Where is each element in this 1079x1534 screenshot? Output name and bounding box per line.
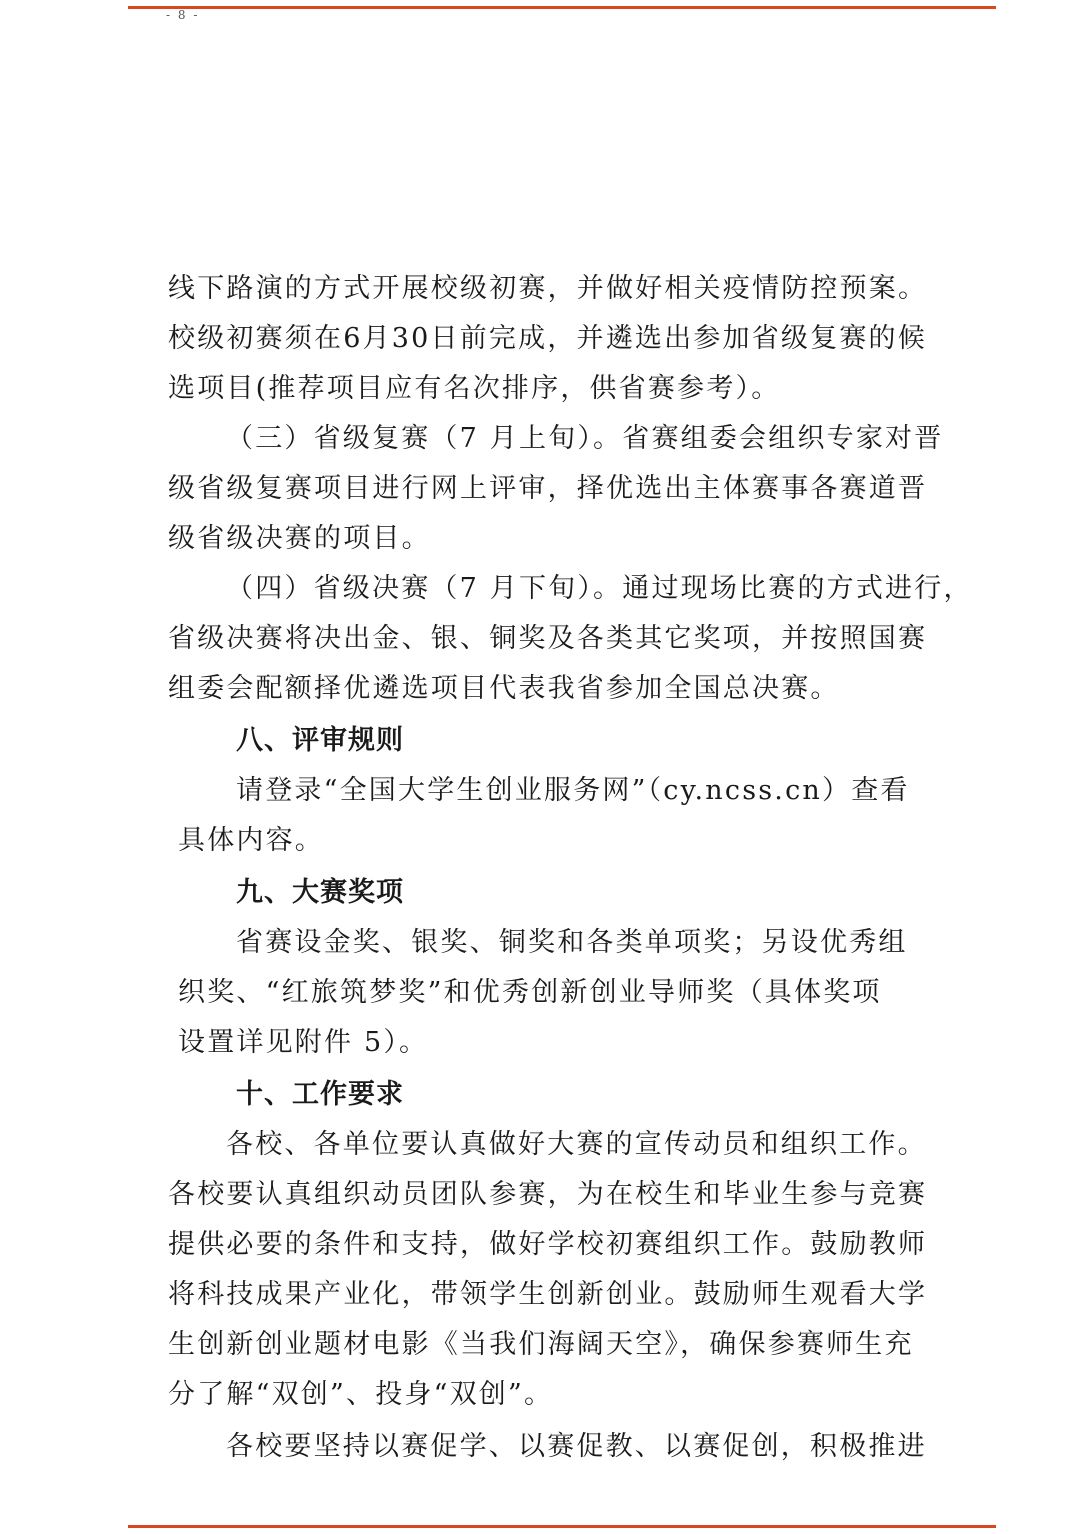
paragraph-line: 各校、各单位要认真做好大赛的宣传动员和组织工作。 xyxy=(226,1129,927,1160)
paragraph-line: 组委会配额择优遴选项目代表我省参加全国总决赛。 xyxy=(168,673,840,704)
paragraph-line: （四）省级决赛（7 月下旬）。通过现场比赛的方式进行， xyxy=(226,573,973,604)
paragraph-line: 提供必要的条件和支持，做好学校初赛组织工作。鼓励教师 xyxy=(168,1229,928,1260)
paragraph-line: 生创新创业题材电影《当我们海阔天空》，确保参赛师生充 xyxy=(168,1329,914,1360)
section-heading-awards: 九、大赛奖项 xyxy=(236,877,404,908)
paragraph-line: 省赛设金奖、银奖、铜奖和各类单项奖；另设优秀组 xyxy=(236,927,908,958)
paragraph-line: 分了解“双创”、投身“双创”。 xyxy=(168,1379,554,1410)
paragraph-line: 省级决赛将决出金、银、铜奖及各类其它奖项，并按照国赛 xyxy=(168,623,928,654)
section-heading-review-rules: 八、评审规则 xyxy=(236,725,404,756)
paragraph-line: 织奖、“红旅筑梦奖”和优秀创新创业导师奖（具体奖项 xyxy=(178,977,882,1008)
bottom-rule xyxy=(128,1525,996,1528)
top-rule xyxy=(128,6,996,9)
paragraph-line: 将科技成果产业化，带领学生创新创业。鼓励师生观看大学 xyxy=(168,1279,928,1310)
paragraph-line: 选项目(推荐项目应有名次排序，供省赛参考）。 xyxy=(168,373,781,404)
paragraph-line: 级省级复赛项目进行网上评审，择优选出主体赛事各赛道晋 xyxy=(168,473,928,504)
paragraph-line: 各校要认真组织动员团队参赛，为在校生和毕业生参与竞赛 xyxy=(168,1179,928,1210)
section-heading-work-requirements: 十、工作要求 xyxy=(236,1079,404,1110)
paragraph-line: 校级初赛须在6月30日前完成，并遴选出参加省级复赛的候 xyxy=(168,323,927,354)
paragraph-line: 线下路演的方式开展校级初赛，并做好相关疫情防控预案。 xyxy=(168,273,928,304)
paragraph-line: （三）省级复赛（7 月上旬）。省赛组委会组织专家对晋 xyxy=(226,423,944,454)
paragraph-line: 各校要坚持以赛促学、以赛促教、以赛促创，积极推进 xyxy=(226,1431,927,1462)
page-number: - 8 - xyxy=(166,8,200,22)
paragraph-line: 设置详见附件 5）。 xyxy=(178,1027,429,1058)
paragraph-line: 具体内容。 xyxy=(178,825,324,856)
paragraph-line: 请登录“全国大学生创业服务网”（cy.ncss.cn）查看 xyxy=(236,775,910,806)
paragraph-line: 级省级决赛的项目。 xyxy=(168,523,431,554)
